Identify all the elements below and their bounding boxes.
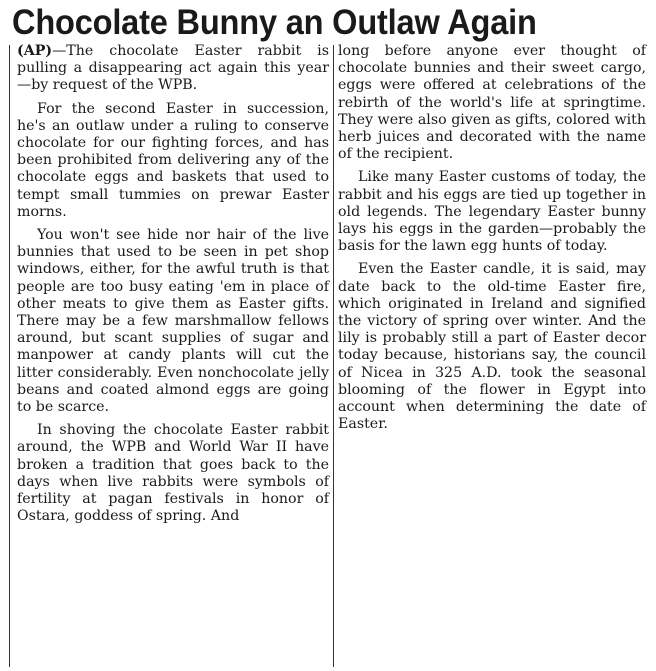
paragraph-1-text: —The chocolate Easter rabbit is pulling a disappearing act again this year—by request of the WPB.: [17, 43, 329, 94]
headline: Chocolate Bunny an Outlaw Again: [12, 3, 537, 42]
wire-credit: (AP): [17, 43, 53, 59]
article-column-right: [338, 43, 646, 439]
paragraph-4-continued: long before anyone ever thought of chocolate bunnies and their sweet cargo, eggs were offered at celebrations of the rebirth of the world's life at springtime. They were also given as gifts, colored with herb juices and decorated with the name of the recipient.: [338, 43, 646, 163]
paragraph-4-start: In shoving the chocolate Easter rabbit around, the WPB and World War II have broken a tradition that goes back to the days when live rabbits were symbols of fertility at pagan festivals in honor of Ostara, goddess of spring. And: [17, 422, 329, 525]
column-rule-left: [9, 45, 10, 667]
column-rule-middle: [333, 45, 334, 667]
paragraph-3: You won't see hide nor hair of the live bunnies that used to be seen in pet shop windows, either, for the awful truth is that people are too busy eating 'em in place of other meats to give them as Easter gifts. There may be a few marshmallow fellows around, but scant supplies of sugar and manpower at candy plants will cut the litter considerably. Even nonchocolate jelly beans and coated almond eggs are going to be scarce.: [17, 227, 329, 416]
paragraph-2: For the second Easter in succession, he's an outlaw under a ruling to conserve chocolate for our fighting forces, and has been prohibited from delivering any of the chocolate eggs and baskets that used to tempt small tummies on prewar Easter morns.: [17, 100, 329, 220]
article-column-left: [17, 43, 329, 531]
paragraph-1: [17, 43, 329, 95]
paragraph-6: Even the Easter candle, it is said, may date back to the old-time Easter fire, which originated in Ireland and signified the victory of spring over winter. And the lily is probably still a part of Easter decor today because, historians say, the council of Nicea in 325 A.D. took the seasonal blooming of the flower in Egypt into account when determining the date of Easter.: [338, 261, 646, 433]
paragraph-5: Like many Easter customs of today, the rabbit and his eggs are tied up together in old legends. The legendary Easter bunny lays his eggs in the garden—probably the basis for the lawn egg hunts of today.: [338, 169, 646, 255]
